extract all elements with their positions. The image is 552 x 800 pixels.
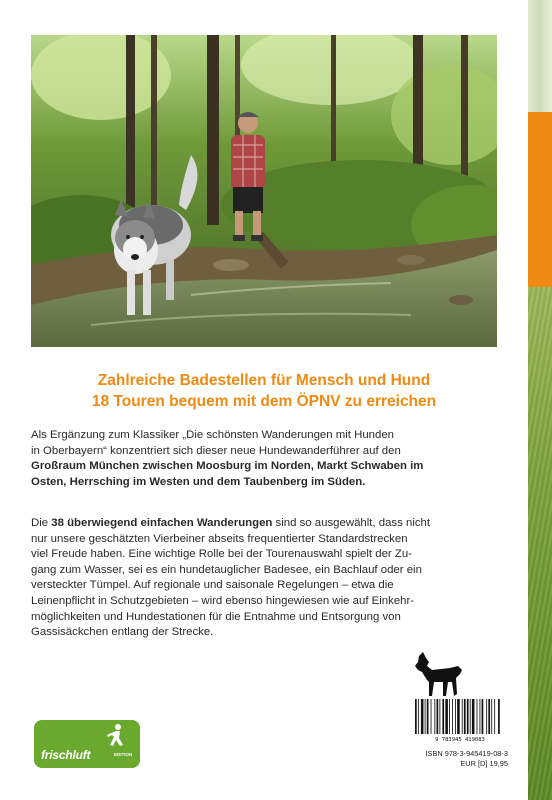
barcode-bar — [431, 699, 432, 734]
barcode-bar — [442, 699, 444, 734]
barcode-bar — [480, 699, 481, 734]
hiker-figure-icon — [104, 723, 128, 749]
barcode-bar — [494, 699, 495, 734]
barcode-bar — [457, 699, 460, 734]
barcode-bar — [455, 699, 456, 734]
barcode-bar — [498, 699, 500, 734]
barcode-bar — [486, 699, 487, 734]
publisher-logo — [34, 720, 140, 768]
intro-line-bold: Osten, Herrsching im Westen und dem Taubenberg im Süden. — [31, 475, 366, 488]
barcode-bar — [445, 699, 448, 734]
description-paragraph — [31, 516, 497, 641]
barcode-bar — [425, 699, 426, 734]
spine-orange-band — [528, 112, 552, 287]
description-line: versteckter Tümpel. Auf regionale und saisonale Regelungen – etwa die — [31, 579, 394, 592]
isbn-block — [416, 749, 508, 769]
barcode-bar — [449, 699, 450, 734]
description-line: möglichkeiten und Hundestationen für die Entnahme und Entsorgung von — [31, 610, 401, 623]
dog-silhouette-icon — [412, 652, 468, 698]
publisher-name: frischluft — [41, 748, 91, 762]
intro-paragraph — [31, 428, 497, 490]
description-line: gang zum Wasser, sei es ein hundetauglicher Badesee, ein Bachlauf oder ein — [31, 563, 422, 576]
barcode-bar — [470, 699, 471, 734]
intro-line-bold: Großraum München zwischen Moosburg im Norden, Markt Schwaben im — [31, 460, 424, 473]
barcode — [412, 699, 508, 743]
cover-photo — [31, 35, 497, 347]
highlight-count: 38 überwiegend einfachen Wanderungen — [51, 517, 273, 529]
barcode-bar — [482, 699, 484, 734]
barcode-bar — [477, 699, 478, 734]
barcode-bar — [462, 699, 463, 734]
barcode-bar — [464, 699, 466, 734]
isbn-number: ISBN 978-3-945419-08-3 — [425, 749, 508, 758]
headline-line-1: Zahlreiche Badestellen für Mensch und Hund — [97, 372, 431, 389]
description-line: Die 38 überwiegend einfachen Wanderungen sind so ausgewählt, dass nicht — [31, 517, 431, 529]
description-line: viel Freude haben. Eine wichtige Rolle bei der Tourenauswahl spielt der Zu- — [31, 548, 412, 561]
barcode-bar — [491, 699, 492, 734]
book-spine — [528, 0, 552, 800]
barcode-bar — [418, 699, 419, 734]
barcode-bar — [472, 699, 475, 734]
barcode-bar — [488, 699, 490, 734]
barcode-bar — [437, 699, 439, 734]
spine-grass-section — [528, 287, 552, 800]
barcode-digits: 9 783945 419083 — [435, 737, 485, 743]
barcode-bar — [467, 699, 469, 734]
barcode-bar — [452, 699, 453, 734]
publisher-edition: EDITION — [114, 752, 133, 757]
barcode-bar — [427, 699, 429, 734]
description-line: Leinenpflicht in Schutzgebieten – wird ebenso hingewiesen wie auf Einkehr- — [31, 594, 415, 607]
description-line: nur unsere geschätzten Vierbeiner abseits frequentierter Standardstrecken — [31, 532, 408, 545]
description-line: Gassisäckchen entlang der Strecke. — [31, 626, 214, 639]
intro-line: Als Ergänzung zum Klassiker „Die schönsten Wanderungen mit Hunden — [31, 429, 394, 441]
barcode-bar — [415, 699, 417, 734]
barcode-bar — [434, 699, 435, 734]
barcode-bar — [439, 699, 440, 734]
headline-line-2: 18 Touren bequem mit dem ÖPNV zu erreichen — [91, 393, 437, 410]
price: EUR [D] 19,95 — [460, 759, 508, 768]
intro-line: in Oberbayern“ konzentriert sich dieser neue Hundewanderführer auf den — [31, 444, 401, 457]
spine-top-section — [528, 0, 552, 112]
barcode-bar — [421, 699, 424, 734]
